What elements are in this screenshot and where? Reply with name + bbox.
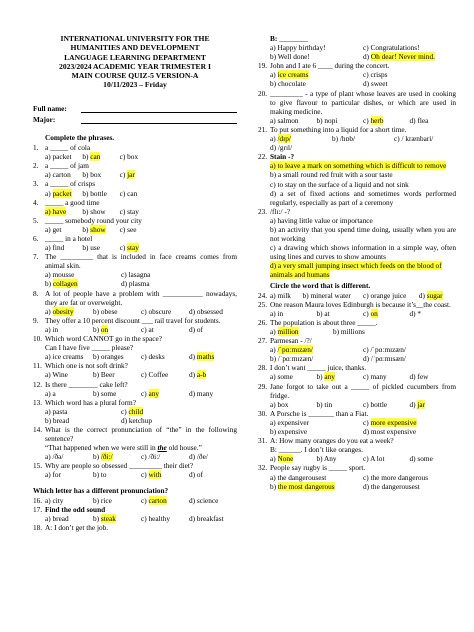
option-selected[interactable]: b) show	[82, 224, 106, 234]
option-selected[interactable]: a) obesity	[45, 306, 74, 316]
option-selected[interactable]: c) stay	[119, 243, 139, 253]
answer-highlight: /ˈpɑːmɪzæn/	[277, 345, 313, 355]
options	[33, 207, 237, 216]
options	[258, 473, 456, 482]
option[interactable]: d) many	[189, 388, 214, 398]
options	[258, 134, 456, 143]
answer-highlight: with	[148, 470, 162, 480]
option-selected[interactable]: b) steak	[93, 513, 116, 523]
option[interactable]: c) stay	[119, 206, 139, 216]
option[interactable]: d) sweet	[363, 79, 388, 89]
option[interactable]: a) mousse	[45, 270, 75, 280]
option[interactable]: c) the more dangerous	[363, 472, 429, 482]
options	[258, 327, 456, 336]
option-selected[interactable]	[45, 207, 82, 216]
options	[258, 79, 456, 88]
question-32: 32. People say rugby is _____ sport.	[258, 463, 366, 473]
question-26: 26. The population is about three _____.	[258, 317, 378, 327]
question-1: 1. a _____ of cola	[33, 143, 91, 153]
option[interactable]: c) Congratulations!	[363, 43, 420, 53]
question-4: 4. _____ a good time	[33, 197, 100, 207]
option[interactable]: a) box	[270, 399, 289, 409]
option-selected[interactable]: a) million	[270, 327, 299, 336]
option[interactable]: a) a	[45, 388, 56, 398]
option[interactable]: a) the dangerousest	[270, 472, 327, 482]
option[interactable]: a) for	[45, 470, 62, 480]
options	[258, 354, 456, 363]
option-selected[interactable]: c) any	[141, 388, 160, 398]
option[interactable]: b) Beer	[93, 370, 115, 380]
answer-highlight: million	[277, 327, 299, 336]
answer-highlight: /ði:/	[100, 452, 113, 462]
major-field[interactable]	[33, 115, 237, 124]
option[interactable]: d) plasma	[121, 279, 150, 289]
quiz-header	[33, 34, 237, 90]
answer-highlight: steak	[100, 513, 116, 523]
option-selected[interactable]: d) Oh dear! Never mind.	[363, 52, 435, 62]
option-selected[interactable]: d) jar	[409, 399, 426, 409]
answer-highlight: packet	[52, 188, 72, 198]
option[interactable]: a) get	[45, 224, 62, 234]
header-line: LANGUAGE LEARNING DEPARTMENT	[64, 52, 206, 62]
dialog-line: B: ________	[270, 34, 309, 43]
option[interactable]: c) to stay on the surface of a liquid and not sink	[270, 179, 409, 189]
answer-highlight: /dɪp/	[277, 134, 291, 144]
answer-highlight: None	[277, 454, 294, 464]
option[interactable]: b) use	[82, 243, 100, 253]
option[interactable]: c) box	[119, 152, 139, 162]
option[interactable]: c) desks	[141, 352, 165, 362]
question-9: 9. They offer a 10 percent discount ___ rail travel for students.	[33, 315, 221, 325]
option[interactable]: d) /ˈpɑːmɪsæn/	[363, 354, 406, 364]
answer-highlight: Oh dear! Never mind.	[370, 52, 435, 62]
option[interactable]: b) show	[82, 206, 106, 216]
option[interactable]: b) mineral water	[302, 290, 351, 300]
option[interactable]: c) many	[363, 372, 387, 382]
option[interactable]: c) A lot	[363, 454, 385, 464]
options	[258, 52, 456, 61]
option[interactable]: d) a set of fixed actions and sometimes words performed regularly, especially as part of a ceremony	[270, 188, 456, 207]
question-28: 28. I don’t want _____ juice, thanks.	[258, 363, 367, 373]
option-selected[interactable]: d) sugar	[418, 290, 443, 300]
options	[33, 370, 237, 379]
full-name-label: Full name:	[33, 103, 67, 113]
answer-highlight: obesity	[52, 306, 74, 316]
option[interactable]: d) flea	[409, 115, 429, 125]
option-selected[interactable]: d) maths	[189, 352, 215, 362]
answer-highlight: on	[370, 308, 378, 318]
option[interactable]: d) some	[409, 454, 433, 464]
option-selected[interactable]: c) herb	[363, 115, 384, 125]
option[interactable]: d) most expensive	[363, 427, 417, 437]
answer-highlight: herb	[370, 115, 384, 125]
question-3: 3. a _____ of crisps	[33, 179, 96, 189]
question-27: 27. Parmesan - /?/	[258, 336, 312, 346]
question-20: 20. _________ - a type of plant whose leaves are used in cooking to give flavour to particular dishes, or which are used in making medicine.	[258, 88, 456, 116]
option[interactable]: c) /ˈpɑːmɪzæn/	[363, 345, 406, 355]
options	[258, 454, 456, 463]
answer-highlight: the most dangerous	[277, 481, 335, 491]
question-24: 24. a) milk b) mineral water c) orange juice d) sugar	[258, 291, 456, 300]
option-selected[interactable]: b) collagen	[45, 279, 78, 289]
option-selected[interactable]: c) with	[141, 470, 162, 480]
option[interactable]: b) rice	[93, 495, 112, 505]
options	[258, 116, 456, 125]
option[interactable]: b) Well done!	[270, 52, 310, 62]
options	[258, 427, 456, 436]
option[interactable]: b) nopi	[316, 115, 338, 125]
question-8: 8. A lot of people have a problem with ___________ nowadays, they are fat or overweight.	[33, 288, 237, 307]
question-16: 16. a) city b) rice c) carton d) science	[33, 496, 237, 505]
question-14: 14. What is the correct pronunciation of “the” in the following sentence?	[33, 424, 237, 444]
option-selected[interactable]: b) can	[82, 152, 101, 162]
option[interactable]: a) having little value or importance	[270, 215, 373, 225]
option[interactable]: b) chocolate	[270, 79, 306, 89]
question-22: 22. Stain -?	[258, 152, 295, 162]
option[interactable]: b) millions	[333, 327, 365, 336]
question-2: 2. a _____ of jam	[33, 161, 89, 171]
question-18: 18. A: I don’t get the job.	[33, 522, 109, 532]
option-selected[interactable]: a) None	[270, 454, 294, 464]
option[interactable]: d) obsessed	[189, 306, 223, 316]
option[interactable]: c) orange juice	[363, 290, 407, 300]
option[interactable]: b) obese	[93, 306, 118, 316]
dialog-line: B: ______. I don’t like oranges.	[270, 445, 363, 455]
option[interactable]: d) of	[189, 470, 203, 480]
option[interactable]: a) pasta	[45, 406, 68, 416]
options	[33, 452, 237, 461]
answer-highlight: jar	[127, 170, 135, 180]
header-line: HUMANITIES AND DEVELOPMENT	[70, 43, 200, 53]
answer-highlight: any	[148, 388, 160, 398]
options	[258, 372, 456, 381]
option[interactable]: d) science	[189, 495, 219, 505]
option-selected[interactable]	[258, 161, 456, 170]
full-name-field[interactable]	[33, 104, 237, 113]
question-7: 7. The _________ that is included in face creams comes from animal skin.	[33, 252, 237, 271]
option-selected[interactable]	[258, 261, 456, 279]
option[interactable]: a) ice creams	[45, 352, 84, 362]
option[interactable]: d) the dangerousest	[363, 481, 420, 491]
options	[258, 43, 456, 52]
answer-highlight: sugar	[426, 290, 443, 300]
options	[258, 345, 456, 354]
header-line: 10/11/2023 – Friday	[103, 80, 167, 90]
option[interactable]: d) /grɪl/	[270, 143, 293, 153]
options	[258, 400, 456, 409]
option[interactable]: d) /ðe/	[189, 452, 208, 462]
option[interactable]: b) Any	[316, 454, 337, 464]
option[interactable]: d) ketchup	[121, 415, 153, 425]
options	[33, 243, 237, 252]
options	[33, 470, 237, 479]
option[interactable]: d) *	[409, 308, 422, 318]
option[interactable]: d) of	[189, 324, 203, 334]
answer-highlight: child	[128, 406, 144, 416]
option[interactable]: a) some	[270, 372, 293, 382]
section-title: Which letter has a different pronunciation?	[33, 485, 169, 495]
options	[33, 189, 237, 198]
option[interactable]: b) to	[93, 470, 107, 480]
question-15: 15. Why are people so obsessed _________ their diet?	[33, 461, 194, 471]
option[interactable]: a) packet	[45, 152, 72, 162]
option-selected[interactable]: b) the most dangerous	[270, 481, 335, 491]
question-23: 23. /flɪ:/ -?	[258, 206, 291, 216]
option[interactable]: c) obscure	[141, 306, 172, 316]
section-title: Complete the phrases.	[45, 132, 115, 142]
options	[33, 279, 237, 288]
question-29: 29. Jane forgot to take out a _____ of pickled cucumbers from fridge.	[258, 381, 456, 400]
answer-highlight: more expensive	[370, 417, 417, 427]
options	[33, 389, 237, 398]
answer-highlight: stay	[127, 243, 139, 253]
header-line: 2023/2024 ACADEMIC YEAR TRIMESTER I	[59, 61, 211, 71]
option-selected[interactable]: d) a-b	[189, 370, 207, 380]
option[interactable]: c) can	[119, 188, 138, 198]
option[interactable]: a) Wine	[45, 370, 68, 380]
option[interactable]: b) bread	[45, 415, 70, 425]
question-12: 12. Is there ________ cake left?	[33, 379, 128, 389]
answer-highlight: any	[324, 372, 335, 382]
option-selected[interactable]: c) jar	[119, 170, 135, 180]
option[interactable]: c) lasagna	[121, 270, 151, 280]
option[interactable]: a) in	[45, 324, 59, 334]
option[interactable]: c) /ðiː/	[141, 452, 161, 462]
options	[33, 325, 237, 334]
option-selected[interactable]: c) more expensive	[363, 417, 417, 427]
options	[33, 307, 237, 316]
option[interactable]: b) some	[93, 388, 117, 398]
option[interactable]: b) an activity that you spend time doing, usually when you are not working	[270, 224, 456, 244]
options	[33, 407, 237, 416]
question-10: 10. Which word CANNOT go in the space?	[33, 334, 162, 344]
answer-highlight: collagen	[52, 279, 78, 289]
option[interactable]: c) a drawing which shows information in a simple way, often using lines and curves to show amounts	[270, 243, 456, 262]
answer-highlight: a) have	[45, 206, 67, 216]
option[interactable]: b) tin	[316, 399, 333, 409]
answer-highlight: ice creams	[277, 70, 309, 80]
header-line: INTERNATIONAL UNIVERSITY FOR THE	[60, 34, 210, 43]
options	[258, 418, 456, 427]
option[interactable]: c) crisps	[363, 70, 388, 80]
option[interactable]: c) healthy	[141, 513, 170, 523]
option-selected[interactable]: a) ice creams	[270, 70, 309, 80]
option[interactable]: c) see	[119, 224, 137, 234]
question-21: 21. To put something into a liquid for a short time.	[258, 124, 407, 134]
option[interactable]: d) breakfast	[189, 513, 224, 523]
option[interactable]: c) / krænbari/	[394, 134, 434, 144]
option-selected[interactable]: c) child	[121, 406, 144, 416]
option-selected[interactable]: a) packet	[45, 188, 72, 198]
option[interactable]: b) oranges	[93, 352, 124, 362]
options	[33, 416, 237, 425]
answer-highlight: on	[100, 324, 109, 334]
answer-highlight: a) to leave a mark on something which is difficult to remove	[270, 161, 447, 171]
option-selected[interactable]: b) on	[93, 324, 109, 334]
option[interactable]: a) milk	[270, 290, 291, 300]
question-11: 11. Which one is not soft drink?	[33, 361, 128, 371]
option[interactable]: b) bottle	[82, 188, 107, 198]
option[interactable]: a) bread	[45, 513, 69, 523]
options	[33, 514, 237, 523]
options	[33, 152, 237, 161]
option[interactable]: a) city	[45, 495, 64, 505]
option[interactable]: c) at	[141, 324, 154, 334]
options	[33, 170, 237, 179]
options	[33, 225, 237, 234]
options	[258, 70, 456, 79]
header-line: MAIN COURSE QUIZ-5 VERSION-A	[71, 71, 199, 81]
question-17: 17. Find the odd sound	[33, 504, 106, 514]
options	[258, 309, 456, 318]
options	[33, 270, 237, 279]
right-column	[258, 34, 456, 491]
answer-highlight: maths	[196, 352, 215, 362]
answer-highlight: carton	[148, 495, 167, 505]
option[interactable]: a) /ðə/	[45, 452, 64, 462]
option[interactable]: a) Happy birthday!	[270, 43, 326, 53]
option[interactable]: d) few	[409, 372, 429, 382]
option[interactable]: c) Coffee	[141, 370, 169, 380]
answer-highlight: jar	[417, 399, 426, 409]
options	[258, 482, 456, 491]
option[interactable]: b) at	[316, 308, 330, 318]
option-selected[interactable]: b) any	[316, 372, 335, 382]
option-selected[interactable]: b) /ði:/	[93, 452, 113, 462]
answer-highlight: a-b	[196, 370, 207, 380]
major-line[interactable]	[81, 115, 237, 124]
full-name-line[interactable]	[81, 104, 237, 113]
question-25: 25. One reason Maura loves Edinburgh is because it’s__the coast.	[258, 299, 451, 309]
option-selected[interactable]: a) /dɪp/	[270, 134, 291, 144]
option[interactable]: b) a small round red fruit with a sour taste	[270, 170, 393, 180]
section-title: Find the odd sound	[45, 504, 106, 514]
question-13: 13. Which word has a plural form?	[33, 397, 136, 407]
option[interactable]: b) expensive	[270, 427, 308, 437]
option[interactable]: b) /hɒb/	[332, 134, 356, 144]
option[interactable]: a) salmon	[270, 115, 299, 125]
option[interactable]: a) in	[270, 308, 284, 318]
option-selected[interactable]: c) carton	[141, 495, 167, 505]
underlined-word: the	[157, 443, 167, 453]
option-selected[interactable]: a) /ˈpɑːmɪzæn/	[270, 345, 313, 355]
question-6: 6. _____ in a hotel	[33, 234, 93, 243]
option[interactable]: a) find	[45, 243, 65, 253]
answer-highlight: can	[90, 152, 101, 162]
option[interactable]: a) carton	[45, 170, 71, 180]
quote-sentence: “That happened when we were still in the old house.”	[45, 443, 202, 453]
options	[33, 352, 237, 361]
option[interactable]: b) /ˈpɑːmɪzæn/	[270, 354, 314, 364]
question-30: 30. A Porsche is _______ than a Fiat.	[258, 408, 369, 418]
major-label: Major:	[33, 114, 56, 124]
section-title: Circle the word that is different.	[270, 280, 371, 290]
question-31: 31. A: How many oranges do you eat a week?	[258, 436, 394, 446]
question-text: Can I have five _____ please?	[45, 343, 134, 353]
option[interactable]: b) box	[82, 170, 102, 180]
answer-highlight: show	[90, 224, 106, 234]
option[interactable]: a) expensiver	[270, 417, 310, 427]
answer-highlight: d) a very small jumping insect which feeds on the blood of animals and humans	[270, 261, 442, 280]
question-5: 5. _____ somebody round your city	[33, 215, 142, 225]
left-column	[33, 34, 237, 532]
option[interactable]: c) bottle	[363, 399, 388, 409]
question-19: 19. John and I ate 6 ____ during the concert.	[258, 61, 390, 71]
option-selected[interactable]: c) on	[363, 308, 378, 318]
